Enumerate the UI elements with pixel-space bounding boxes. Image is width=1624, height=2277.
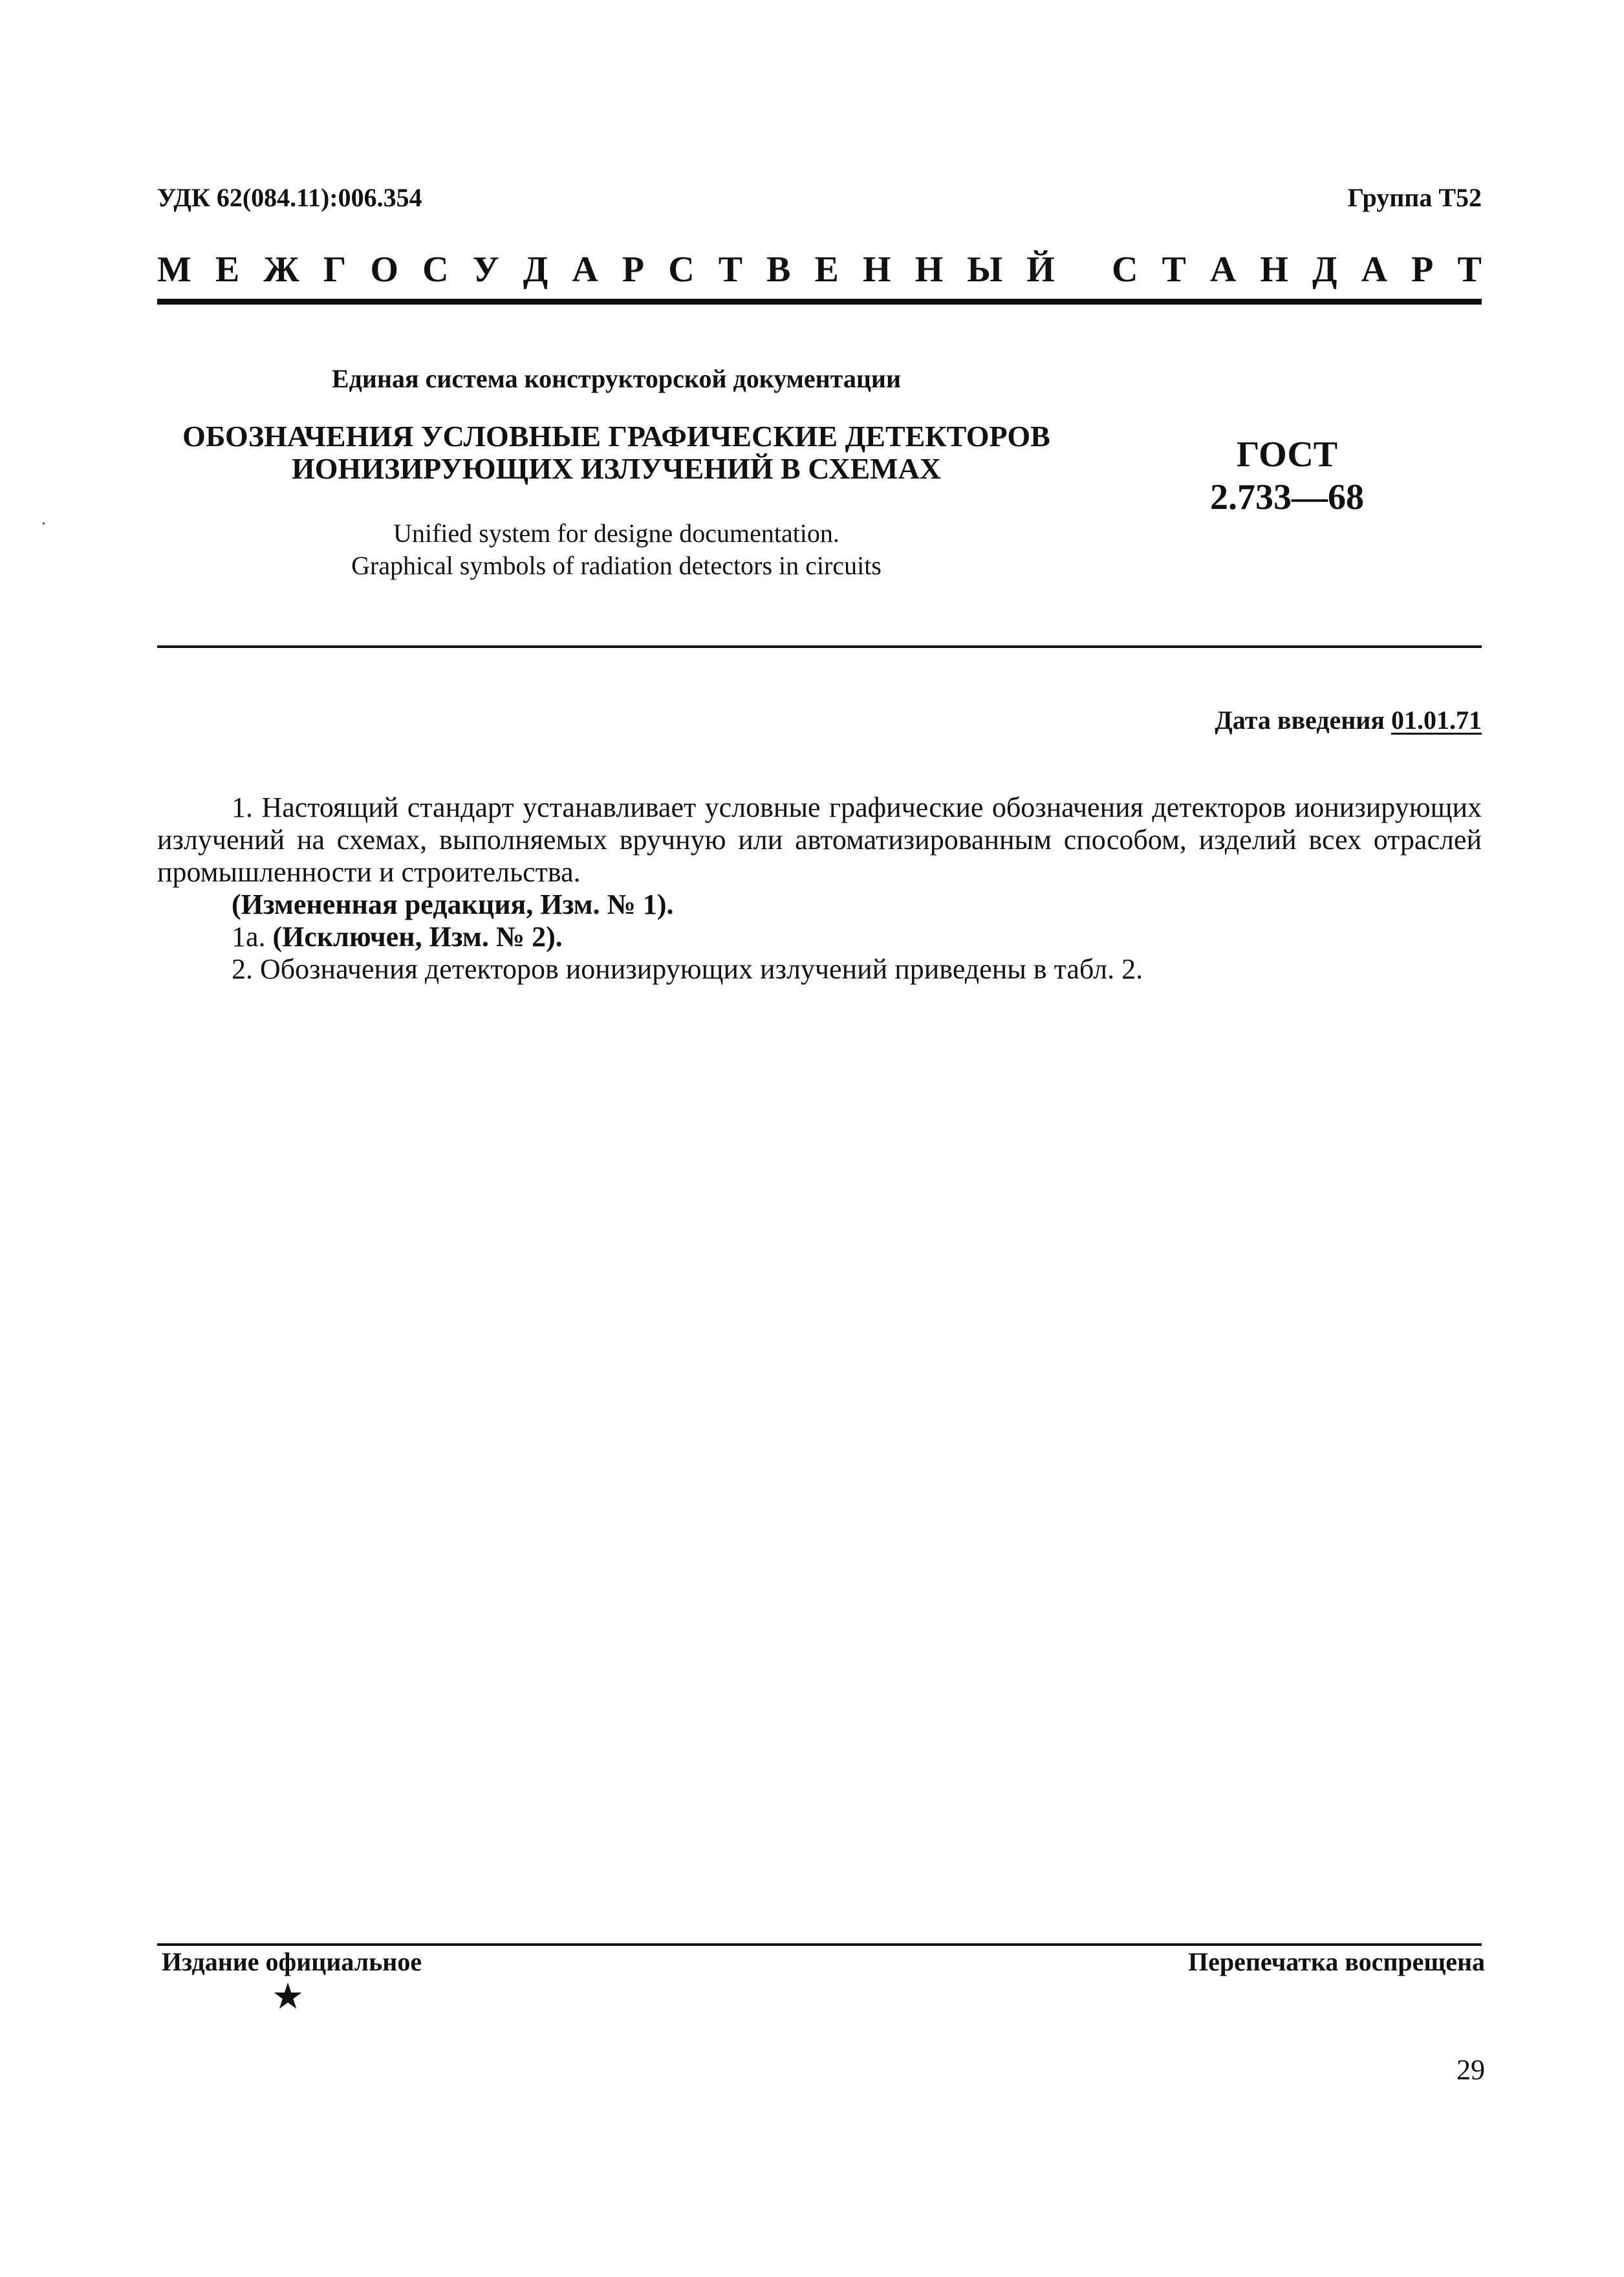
heading-letter: Ы bbox=[967, 250, 1003, 290]
heading-letter: С bbox=[1111, 250, 1138, 290]
scan-speck bbox=[43, 523, 45, 524]
footer-rule bbox=[157, 1943, 1482, 1946]
heading-letter: Е bbox=[215, 250, 240, 290]
system-name: Единая система конструкторской документации bbox=[332, 364, 901, 393]
heading-letter: Й bbox=[1026, 250, 1055, 290]
title-line-1: ОБОЗНАЧЕНИЯ УСЛОВНЫЕ ГРАФИЧЕСКИЕ ДЕТЕКТОРОВ bbox=[182, 420, 1050, 453]
heading-letter: Е bbox=[814, 250, 839, 290]
heading-letter: М bbox=[157, 250, 191, 290]
paragraph-1a-number: 1а. bbox=[232, 921, 266, 953]
heading-letter: А bbox=[1361, 250, 1388, 290]
header-rule bbox=[157, 299, 1482, 305]
heading-letter: Р bbox=[1411, 250, 1434, 290]
heading-letter: О bbox=[370, 250, 399, 290]
heading-letter: А bbox=[1209, 250, 1237, 290]
heading-letter: Т bbox=[718, 250, 743, 290]
heading-letter: А bbox=[572, 250, 598, 290]
title-rule bbox=[157, 645, 1482, 648]
heading-letter bbox=[1079, 249, 1088, 290]
document-title bbox=[157, 420, 1076, 485]
english-title bbox=[157, 517, 1076, 582]
star-icon: ★ bbox=[272, 1977, 305, 2017]
heading-letter: Ж bbox=[263, 250, 299, 290]
udk-code: УДК 62(084.11):006.354 bbox=[157, 183, 422, 212]
heading-letter: Д bbox=[1312, 250, 1337, 290]
heading-letter: Р bbox=[622, 250, 645, 290]
english-title-line-1: Unified system for designe documentation. bbox=[393, 519, 839, 548]
introduction-date bbox=[1215, 705, 1482, 735]
heading-letter: Н bbox=[862, 250, 891, 290]
paragraph-1a-text: (Исключен, Изм. № 2). bbox=[272, 921, 563, 953]
paragraph-1-note: (Измененная редакция, Изм. № 1). bbox=[232, 889, 674, 920]
heading-letter: Н bbox=[1260, 250, 1288, 290]
official-edition: Издание официальное bbox=[162, 1947, 422, 1976]
interstate-standard-heading bbox=[157, 249, 1482, 290]
heading-letter: Г bbox=[323, 250, 347, 290]
heading-letter: Д bbox=[523, 250, 548, 290]
heading-letter: Т bbox=[1457, 250, 1482, 290]
group-code: Группа Т52 bbox=[1347, 183, 1482, 212]
date-label: Дата введения bbox=[1215, 706, 1385, 735]
paragraph-2: 2. Обозначения детекторов ионизирующих излучений приведены в табл. 2. bbox=[232, 953, 1143, 985]
heading-letter: Т bbox=[1162, 250, 1186, 290]
heading-letter: В bbox=[766, 250, 791, 290]
document-body bbox=[157, 792, 1482, 986]
gost-label: ГОСТ bbox=[1236, 435, 1338, 475]
paragraph-1a bbox=[157, 921, 1482, 953]
heading-letter: С bbox=[668, 250, 695, 290]
heading-letter: Н bbox=[915, 250, 944, 290]
date-value: 01.01.71 bbox=[1391, 706, 1482, 735]
english-title-line-2: Graphical symbols of radiation detectors in circuits bbox=[351, 551, 882, 580]
heading-letter: У bbox=[472, 250, 499, 290]
page-number: 29 bbox=[1456, 2054, 1485, 2086]
gost-designation bbox=[1138, 433, 1436, 519]
reprint-notice: Перепечатка воспрещена bbox=[1188, 1947, 1485, 1976]
title-line-2: ИОНИЗИРУЮЩИХ ИЗЛУЧЕНИЙ В СХЕМАХ bbox=[291, 452, 942, 485]
gost-number: 2.733—68 bbox=[1210, 477, 1364, 517]
paragraph-1: 1. Настоящий стандарт устанавливает условные графические обозначения детекторов ионизирующих излучений на схемах, выполняемых вручную или автоматизированным способом, изделий всех отраслей промышленности и строительства. bbox=[157, 792, 1482, 888]
heading-letter: С bbox=[422, 250, 449, 290]
